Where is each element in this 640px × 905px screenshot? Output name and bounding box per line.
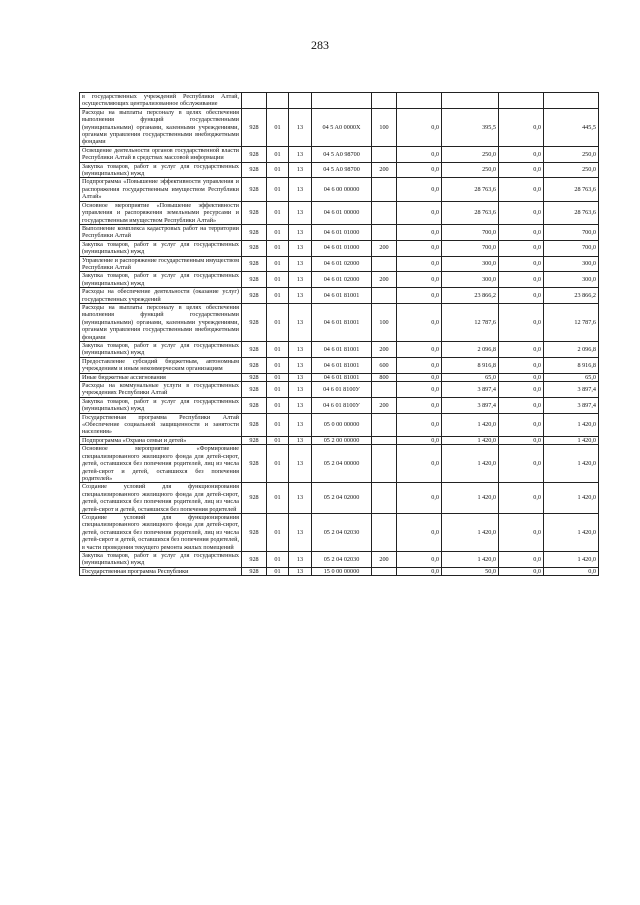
section-code: 01 [267, 303, 289, 341]
row-name: Закупка товаров, работ и услуг для государственных (муниципальных) нужд [80, 397, 242, 413]
amount-2: 1 420,0 [442, 513, 499, 551]
amount-1: 0,0 [397, 108, 442, 146]
amount-4: 23 866,2 [544, 288, 599, 304]
subsection-code: 13 [289, 413, 312, 436]
amount-2: 1 420,0 [442, 483, 499, 514]
expense-type-code [372, 413, 397, 436]
amount-2: 250,0 [442, 162, 499, 178]
grbs-code: 928 [242, 436, 267, 444]
row-name: Государственная программа Республики [80, 567, 242, 575]
amount-3: 0,0 [499, 551, 544, 567]
amount-3: 0,0 [499, 382, 544, 398]
grbs-code [242, 93, 267, 109]
amount-1: 0,0 [397, 162, 442, 178]
amount-4: 1 420,0 [544, 551, 599, 567]
section-code: 01 [267, 397, 289, 413]
target-article-code: 05 2 04 02030 [312, 513, 372, 551]
expense-type-code [372, 445, 397, 483]
table-row [80, 108, 599, 146]
grbs-code: 928 [242, 373, 267, 381]
target-article-code: 04 5 A0 98700 [312, 162, 372, 178]
target-article-code: 04 5 A0 98700 [312, 146, 372, 162]
section-code: 01 [267, 567, 289, 575]
section-code: 01 [267, 240, 289, 256]
table-row [80, 413, 599, 436]
amount-1: 0,0 [397, 382, 442, 398]
section-code: 01 [267, 288, 289, 304]
section-code: 01 [267, 436, 289, 444]
section-code: 01 [267, 178, 289, 201]
amount-3: 0,0 [499, 342, 544, 358]
grbs-code: 928 [242, 382, 267, 398]
amount-4: 3 897,4 [544, 397, 599, 413]
expense-type-code [372, 201, 397, 224]
amount-1: 0,0 [397, 413, 442, 436]
grbs-code: 928 [242, 445, 267, 483]
grbs-code: 928 [242, 162, 267, 178]
amount-3 [499, 93, 544, 109]
table-row [80, 146, 599, 162]
subsection-code [289, 93, 312, 109]
grbs-code: 928 [242, 256, 267, 272]
expense-type-code: 200 [372, 397, 397, 413]
amount-3: 0,0 [499, 201, 544, 224]
amount-3: 0,0 [499, 240, 544, 256]
subsection-code: 13 [289, 178, 312, 201]
amount-3: 0,0 [499, 108, 544, 146]
section-code: 01 [267, 108, 289, 146]
amount-3: 0,0 [499, 397, 544, 413]
amount-2: 2 096,8 [442, 342, 499, 358]
amount-3: 0,0 [499, 445, 544, 483]
amount-4: 3 897,4 [544, 382, 599, 398]
amount-1: 0,0 [397, 272, 442, 288]
subsection-code: 13 [289, 272, 312, 288]
target-article-code: 04 6 01 8100У [312, 382, 372, 398]
amount-3: 0,0 [499, 303, 544, 341]
section-code: 01 [267, 162, 289, 178]
row-name: Подпрограмма «Охрана семьи и детей» [80, 436, 242, 444]
amount-2: 1 420,0 [442, 445, 499, 483]
row-name: Создание условий для функционирования специализированного жилищного фонда для детей-сирот, детей, оставшихся без попечения родителей, лиц из числа детей-сирот и детей, оставшихся без попечения родителей [80, 483, 242, 514]
expense-type-code [372, 567, 397, 575]
target-article-code [312, 93, 372, 109]
expense-type-code [372, 146, 397, 162]
grbs-code: 928 [242, 224, 267, 240]
amount-3: 0,0 [499, 413, 544, 436]
grbs-code: 928 [242, 483, 267, 514]
amount-1: 0,0 [397, 256, 442, 272]
expense-type-code [372, 256, 397, 272]
subsection-code: 13 [289, 436, 312, 444]
subsection-code: 13 [289, 373, 312, 381]
amount-2: 300,0 [442, 272, 499, 288]
amount-3: 0,0 [499, 146, 544, 162]
amount-4: 1 420,0 [544, 483, 599, 514]
subsection-code: 13 [289, 201, 312, 224]
section-code [267, 93, 289, 109]
amount-1 [397, 93, 442, 109]
grbs-code: 928 [242, 288, 267, 304]
amount-2: 65,0 [442, 373, 499, 381]
amount-1: 0,0 [397, 513, 442, 551]
section-code: 01 [267, 445, 289, 483]
amount-1: 0,0 [397, 445, 442, 483]
amount-4: 250,0 [544, 162, 599, 178]
section-code: 01 [267, 146, 289, 162]
amount-2: 50,0 [442, 567, 499, 575]
target-article-code: 04 6 01 02000 [312, 256, 372, 272]
amount-3: 0,0 [499, 288, 544, 304]
target-article-code: 04 6 01 81001 [312, 288, 372, 304]
amount-3: 0,0 [499, 373, 544, 381]
subsection-code: 13 [289, 303, 312, 341]
target-article-code: 04 6 01 01000 [312, 224, 372, 240]
amount-4: 12 787,6 [544, 303, 599, 341]
amount-1: 0,0 [397, 567, 442, 575]
amount-2: 1 420,0 [442, 413, 499, 436]
expense-type-code [372, 288, 397, 304]
amount-2 [442, 93, 499, 109]
row-name: Расходы на коммунальные услуги в государственных учреждениях Республики Алтай [80, 382, 242, 398]
row-name: Основное мероприятие «Повышение эффективности управления и распоряжения земельными ресурсами и государственным имуществом Республики Алтай» [80, 201, 242, 224]
subsection-code: 13 [289, 342, 312, 358]
subsection-code: 13 [289, 146, 312, 162]
expense-type-code [372, 513, 397, 551]
table-row [80, 256, 599, 272]
table-row [80, 513, 599, 551]
expense-type-code [372, 93, 397, 109]
expense-type-code: 200 [372, 240, 397, 256]
table-row [80, 240, 599, 256]
section-code: 01 [267, 513, 289, 551]
subsection-code: 13 [289, 483, 312, 514]
target-article-code: 05 2 04 02030 [312, 551, 372, 567]
amount-3: 0,0 [499, 357, 544, 373]
subsection-code: 13 [289, 513, 312, 551]
amount-3: 0,0 [499, 436, 544, 444]
subsection-code: 13 [289, 551, 312, 567]
subsection-code: 13 [289, 108, 312, 146]
amount-2: 300,0 [442, 256, 499, 272]
amount-1: 0,0 [397, 146, 442, 162]
table-row [80, 483, 599, 514]
amount-4: 2 096,8 [544, 342, 599, 358]
amount-2: 395,5 [442, 108, 499, 146]
table-row [80, 303, 599, 341]
amount-2: 12 787,6 [442, 303, 499, 341]
grbs-code: 928 [242, 357, 267, 373]
target-article-code: 04 6 01 02000 [312, 272, 372, 288]
target-article-code: 04 6 01 8100У [312, 397, 372, 413]
section-code: 01 [267, 382, 289, 398]
amount-2: 3 897,4 [442, 397, 499, 413]
table-row [80, 272, 599, 288]
expense-type-code [372, 178, 397, 201]
target-article-code: 05 2 04 00000 [312, 445, 372, 483]
section-code: 01 [267, 256, 289, 272]
section-code: 01 [267, 413, 289, 436]
amount-3: 0,0 [499, 224, 544, 240]
amount-1: 0,0 [397, 357, 442, 373]
table-row [80, 397, 599, 413]
expense-type-code: 100 [372, 108, 397, 146]
row-name: Создание условий для функционирования специализированного жилищного фонда для детей-сирот, детей, оставшихся без попечения родителей, лиц из числа детей-сирот и детей, оставшихся без попечения родителей, в части проведения текущего ремонта жилых помещений [80, 513, 242, 551]
amount-4: 8 916,8 [544, 357, 599, 373]
amount-4 [544, 93, 599, 109]
expense-type-code: 100 [372, 303, 397, 341]
amount-1: 0,0 [397, 551, 442, 567]
amount-1: 0,0 [397, 240, 442, 256]
section-code: 01 [267, 272, 289, 288]
amount-2: 28 763,6 [442, 178, 499, 201]
amount-4: 445,5 [544, 108, 599, 146]
amount-4: 1 420,0 [544, 445, 599, 483]
grbs-code: 928 [242, 567, 267, 575]
expense-type-code [372, 436, 397, 444]
target-article-code: 05 2 00 00000 [312, 436, 372, 444]
row-name: Основное мероприятие «Формирование специализированного жилищного фонда для детей-сирот, детей, оставшихся без попечения родителей, лиц из числа детей-сирот и детей, оставшихся без попечения родителей» [80, 445, 242, 483]
amount-2: 700,0 [442, 240, 499, 256]
amount-4: 28 763,6 [544, 201, 599, 224]
grbs-code: 928 [242, 178, 267, 201]
section-code: 01 [267, 201, 289, 224]
row-name: Расходы на обеспечение деятельности (оказание услуг) государственных учреждений [80, 288, 242, 304]
row-name: Подпрограмма «Повышение эффективности управления и распоряжения государственным имуществом Республики Алтай» [80, 178, 242, 201]
grbs-code: 928 [242, 240, 267, 256]
table-row [80, 224, 599, 240]
amount-3: 0,0 [499, 256, 544, 272]
table-row [80, 201, 599, 224]
table-row [80, 342, 599, 358]
subsection-code: 13 [289, 397, 312, 413]
amount-4: 1 420,0 [544, 513, 599, 551]
subsection-code: 13 [289, 240, 312, 256]
expense-type-code: 800 [372, 373, 397, 381]
subsection-code: 13 [289, 567, 312, 575]
amount-1: 0,0 [397, 178, 442, 201]
row-name: Расходы на выплаты персоналу в целях обеспечения выполнения функций государственными (муниципальными) органами, казенными учреждениями, органами управления государственными внебюджетными фондами [80, 108, 242, 146]
amount-3: 0,0 [499, 178, 544, 201]
subsection-code: 13 [289, 445, 312, 483]
section-code: 01 [267, 342, 289, 358]
grbs-code: 928 [242, 108, 267, 146]
grbs-code: 928 [242, 342, 267, 358]
target-article-code: 05 0 00 00000 [312, 413, 372, 436]
target-article-code: 04 6 01 81001 [312, 303, 372, 341]
expense-type-code: 200 [372, 342, 397, 358]
amount-4: 0,0 [544, 567, 599, 575]
target-article-code: 04 6 00 00000 [312, 178, 372, 201]
amount-2: 1 420,0 [442, 551, 499, 567]
amount-3: 0,0 [499, 513, 544, 551]
row-name: Освещение деятельности органов государственной власти Республики Алтай в средствах массовой информации [80, 146, 242, 162]
expense-type-code [372, 224, 397, 240]
table-row [80, 162, 599, 178]
subsection-code: 13 [289, 224, 312, 240]
table-row [80, 445, 599, 483]
grbs-code: 928 [242, 413, 267, 436]
grbs-code: 928 [242, 397, 267, 413]
amount-1: 0,0 [397, 288, 442, 304]
grbs-code: 928 [242, 146, 267, 162]
expense-type-code: 200 [372, 162, 397, 178]
target-article-code: 04 5 A0 0000X [312, 108, 372, 146]
amount-2: 3 897,4 [442, 382, 499, 398]
target-article-code: 04 6 01 81001 [312, 357, 372, 373]
expense-type-code [372, 483, 397, 514]
target-article-code: 04 6 01 81001 [312, 373, 372, 381]
amount-1: 0,0 [397, 483, 442, 514]
subsection-code: 13 [289, 288, 312, 304]
row-name: Закупка товаров, работ и услуг для государственных (муниципальных) нужд [80, 342, 242, 358]
row-name: Выполнение комплекса кадастровых работ на территории Республики Алтай [80, 224, 242, 240]
table-row [80, 567, 599, 575]
grbs-code: 928 [242, 272, 267, 288]
row-name: Закупка товаров, работ и услуг для государственных (муниципальных) нужд [80, 272, 242, 288]
table-row [80, 178, 599, 201]
amount-3: 0,0 [499, 567, 544, 575]
row-name: Закупка товаров, работ и услуг для государственных (муниципальных) нужд [80, 551, 242, 567]
amount-4: 1 420,0 [544, 436, 599, 444]
amount-1: 0,0 [397, 342, 442, 358]
amount-4: 28 763,6 [544, 178, 599, 201]
table-row [80, 382, 599, 398]
table-row [80, 93, 599, 109]
section-code: 01 [267, 357, 289, 373]
amount-4: 700,0 [544, 224, 599, 240]
amount-2: 1 420,0 [442, 436, 499, 444]
amount-4: 300,0 [544, 272, 599, 288]
target-article-code: 15 0 00 00000 [312, 567, 372, 575]
target-article-code: 04 6 01 81001 [312, 342, 372, 358]
section-code: 01 [267, 483, 289, 514]
subsection-code: 13 [289, 357, 312, 373]
section-code: 01 [267, 224, 289, 240]
target-article-code: 05 2 04 02000 [312, 483, 372, 514]
budget-table [79, 92, 599, 576]
target-article-code: 04 6 01 01000 [312, 240, 372, 256]
section-code: 01 [267, 373, 289, 381]
row-name: Управление и распоряжение государственным имуществом Республики Алтай [80, 256, 242, 272]
table-row [80, 551, 599, 567]
expense-type-code [372, 382, 397, 398]
amount-1: 0,0 [397, 303, 442, 341]
amount-4: 250,0 [544, 146, 599, 162]
row-name: Закупка товаров, работ и услуг для государственных (муниципальных) нужд [80, 240, 242, 256]
grbs-code: 928 [242, 551, 267, 567]
target-article-code: 04 6 01 00000 [312, 201, 372, 224]
table-row [80, 357, 599, 373]
amount-3: 0,0 [499, 162, 544, 178]
amount-4: 1 420,0 [544, 413, 599, 436]
subsection-code: 13 [289, 162, 312, 178]
row-name: Закупка товаров, работ и услуг для государственных (муниципальных) нужд [80, 162, 242, 178]
amount-1: 0,0 [397, 397, 442, 413]
amount-4: 300,0 [544, 256, 599, 272]
table-row [80, 373, 599, 381]
section-code: 01 [267, 551, 289, 567]
row-name: Расходы на выплаты персоналу в целях обеспечения выполнения функций государственными (муниципальными) органами, казенными учреждениями, органами управления государственными внебюджетными фондами [80, 303, 242, 341]
amount-3: 0,0 [499, 483, 544, 514]
amount-4: 700,0 [544, 240, 599, 256]
amount-2: 8 916,8 [442, 357, 499, 373]
row-name: Предоставление субсидий бюджетным, автономным учреждениям и иным некоммерческим организациям [80, 357, 242, 373]
subsection-code: 13 [289, 256, 312, 272]
grbs-code: 928 [242, 513, 267, 551]
expense-type-code: 200 [372, 272, 397, 288]
amount-1: 0,0 [397, 373, 442, 381]
amount-3: 0,0 [499, 272, 544, 288]
amount-2: 23 866,2 [442, 288, 499, 304]
subsection-code: 13 [289, 382, 312, 398]
expense-type-code: 600 [372, 357, 397, 373]
expense-type-code: 200 [372, 551, 397, 567]
page-number: 283 [311, 38, 329, 52]
amount-1: 0,0 [397, 436, 442, 444]
table-row [80, 436, 599, 444]
grbs-code: 928 [242, 303, 267, 341]
amount-1: 0,0 [397, 224, 442, 240]
amount-4: 65,0 [544, 373, 599, 381]
table-row [80, 288, 599, 304]
amount-2: 250,0 [442, 146, 499, 162]
row-name: в государственных учреждений Республики Алтай, осуществляющих централизованное обслуживание [80, 93, 242, 109]
row-name: Иные бюджетные ассигнования [80, 373, 242, 381]
budget-table-body [80, 93, 599, 576]
grbs-code: 928 [242, 201, 267, 224]
amount-1: 0,0 [397, 201, 442, 224]
amount-2: 28 763,6 [442, 201, 499, 224]
amount-2: 700,0 [442, 224, 499, 240]
row-name: Государственная программа Республики Алтай «Обеспечение социальной защищенности и занятости населения» [80, 413, 242, 436]
